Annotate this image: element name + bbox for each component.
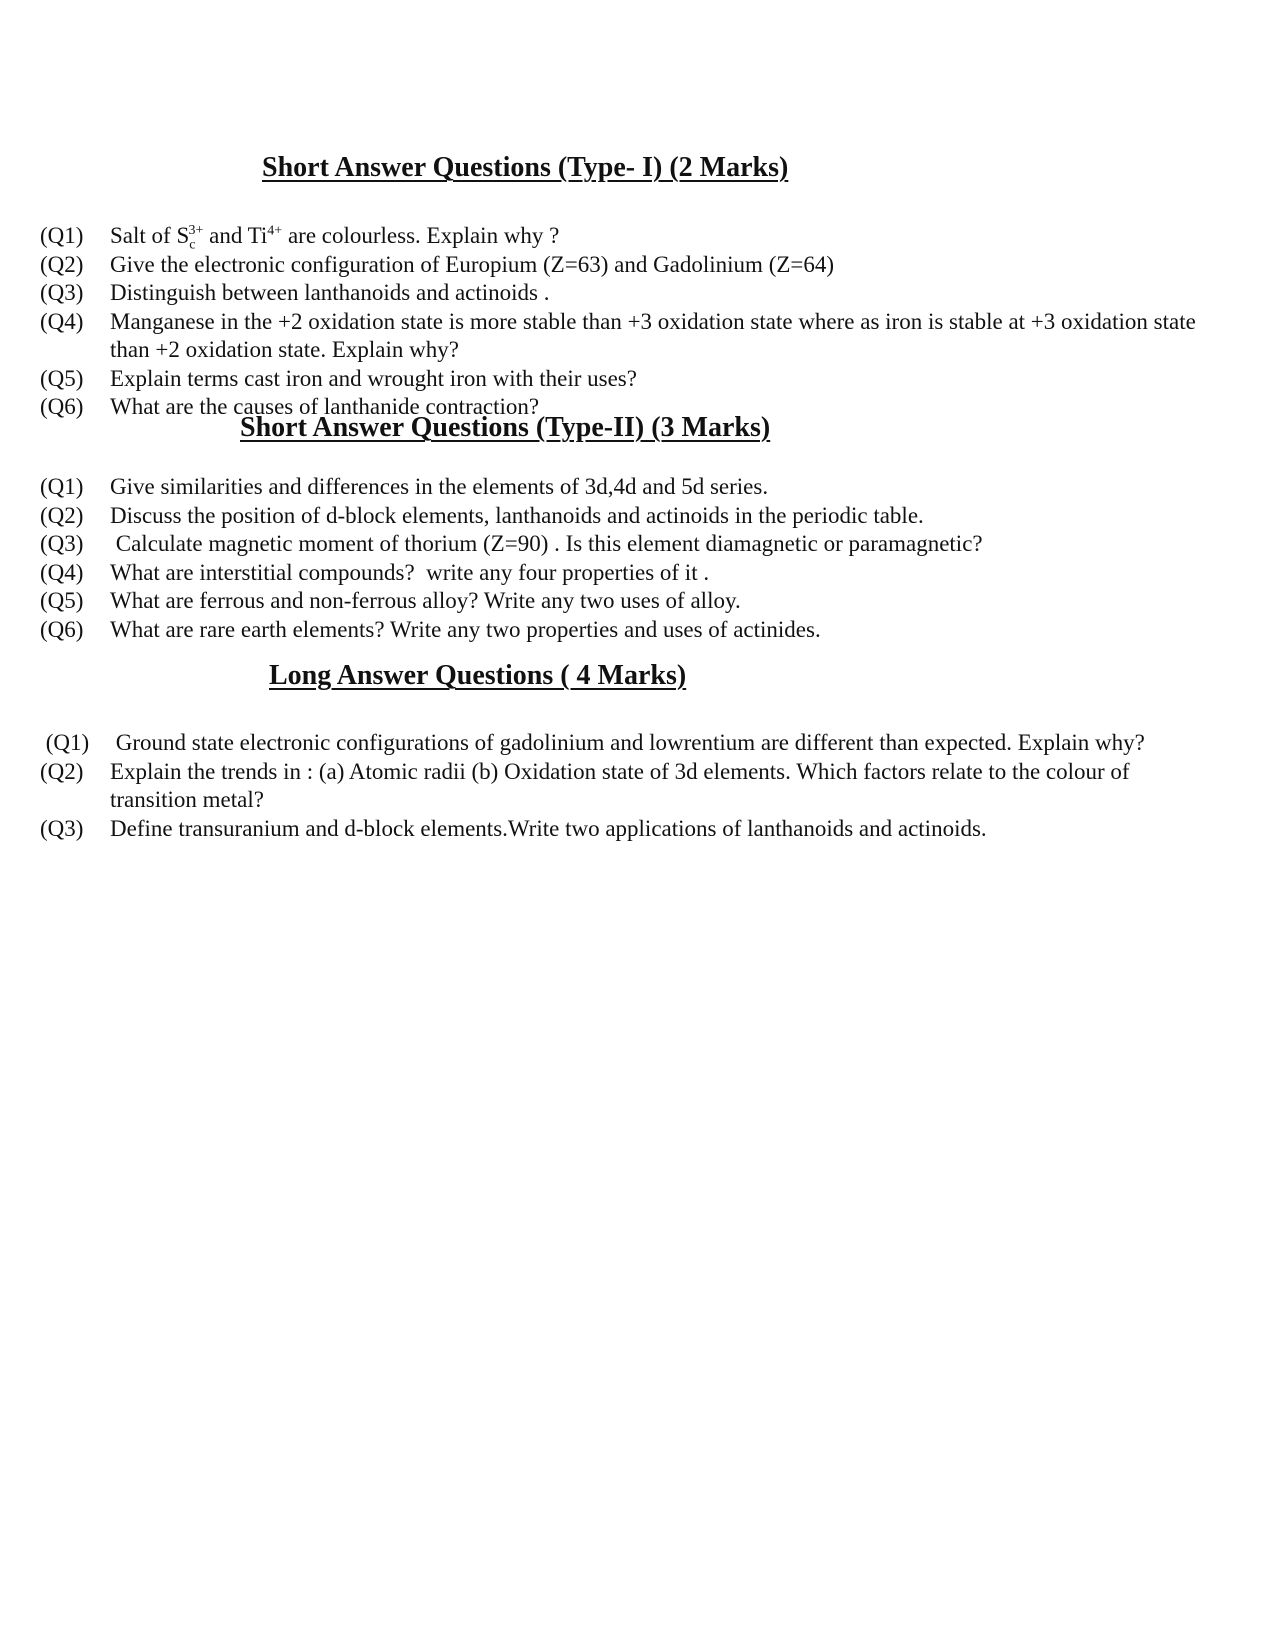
question-number: (Q5) — [40, 588, 84, 613]
question-item — [40, 222, 1250, 251]
question-text: Manganese in the +2 oxidation state is more stable than +3 oxidation state where as iron is stable at +3 oxidation state than +2 oxidation state. Explain why? — [110, 308, 1196, 362]
question-list-long — [40, 729, 1250, 843]
question-item — [40, 758, 1250, 815]
question-text: What are interstitial compounds? write any four properties of it . — [110, 559, 710, 585]
question-number: (Q2) — [40, 758, 84, 784]
question-item — [40, 729, 1250, 758]
question-number: (Q5) — [40, 365, 84, 391]
question-text: What are the causes of lanthanide contraction? — [110, 394, 540, 419]
question-item — [40, 473, 1250, 502]
subscript: c — [189, 237, 196, 253]
question-number: (Q6) — [40, 616, 84, 642]
question-number: (Q2) — [40, 502, 84, 528]
question-item — [40, 502, 1250, 531]
question-text: What are ferrous and non-ferrous alloy? Write any two uses of alloy. — [110, 588, 741, 613]
section-heading-short-type-2: Short Answer Questions (Type-II) (3 Marks) — [240, 412, 771, 443]
question-text: Calculate magnetic moment of thorium (Z=90) . Is this element diamagnetic or paramagnetic? — [110, 531, 983, 556]
question-number: (Q3) — [40, 280, 84, 305]
superscript: 3+ — [188, 223, 204, 239]
question-item — [40, 815, 1250, 844]
question-text-part: and Ti — [203, 223, 268, 248]
question-item — [40, 559, 1250, 588]
question-number: (Q2) — [40, 251, 84, 277]
question-text-part: are colourless. Explain why ? — [282, 223, 560, 248]
question-list-short-type-2 — [40, 473, 1250, 644]
question-text: Give similarities and differences in the elements of 3d,4d and 5d series. — [110, 474, 769, 499]
superscript: 4+ — [267, 223, 283, 239]
question-item — [40, 587, 1250, 616]
question-text: Explain terms cast iron and wrought iron with their uses? — [110, 365, 637, 391]
question-number: (Q3) — [40, 531, 84, 556]
question-text: Ground state electronic configurations of gadolinium and lowrentium are different than expected. Explain why? — [110, 730, 1145, 755]
section-heading-short-type-1: Short Answer Questions (Type- I) (2 Marks) — [262, 152, 789, 183]
question-text: Distinguish between lanthanoids and actinoids . — [110, 280, 550, 305]
question-number: (Q1) — [40, 223, 84, 248]
question-text: Discuss the position of d-block elements, lanthanoids and actinoids in the periodic table. — [110, 502, 924, 528]
question-item — [40, 365, 1250, 394]
question-number: (Q1) — [40, 730, 90, 755]
question-item — [40, 530, 1250, 559]
question-text: Define transuranium and d-block elements.Write two applications of lanthanoids and actinoids. — [110, 815, 987, 841]
question-number: (Q4) — [40, 559, 84, 585]
question-list-short-type-1 — [40, 222, 1250, 422]
question-item — [40, 308, 1250, 365]
question-text: What are rare earth elements? Write any two properties and uses of actinides. — [110, 616, 821, 642]
question-number: (Q4) — [40, 308, 84, 334]
question-text: Give the electronic configuration of Europium (Z=63) and Gadolinium (Z=64) — [110, 251, 835, 277]
section-heading-long: Long Answer Questions ( 4 Marks) — [269, 660, 687, 691]
question-number: (Q1) — [40, 474, 84, 499]
question-item — [40, 279, 1250, 308]
question-text-part: Salt of S — [110, 223, 190, 248]
question-item — [40, 251, 1250, 280]
question-text — [110, 222, 1250, 251]
question-item — [40, 616, 1250, 645]
question-number: (Q6) — [40, 394, 84, 419]
question-number: (Q3) — [40, 815, 84, 841]
question-text: Explain the trends in : (a) Atomic radii (b) Oxidation state of 3d elements. Which factors relate to the colour of transition metal? — [110, 758, 1130, 812]
